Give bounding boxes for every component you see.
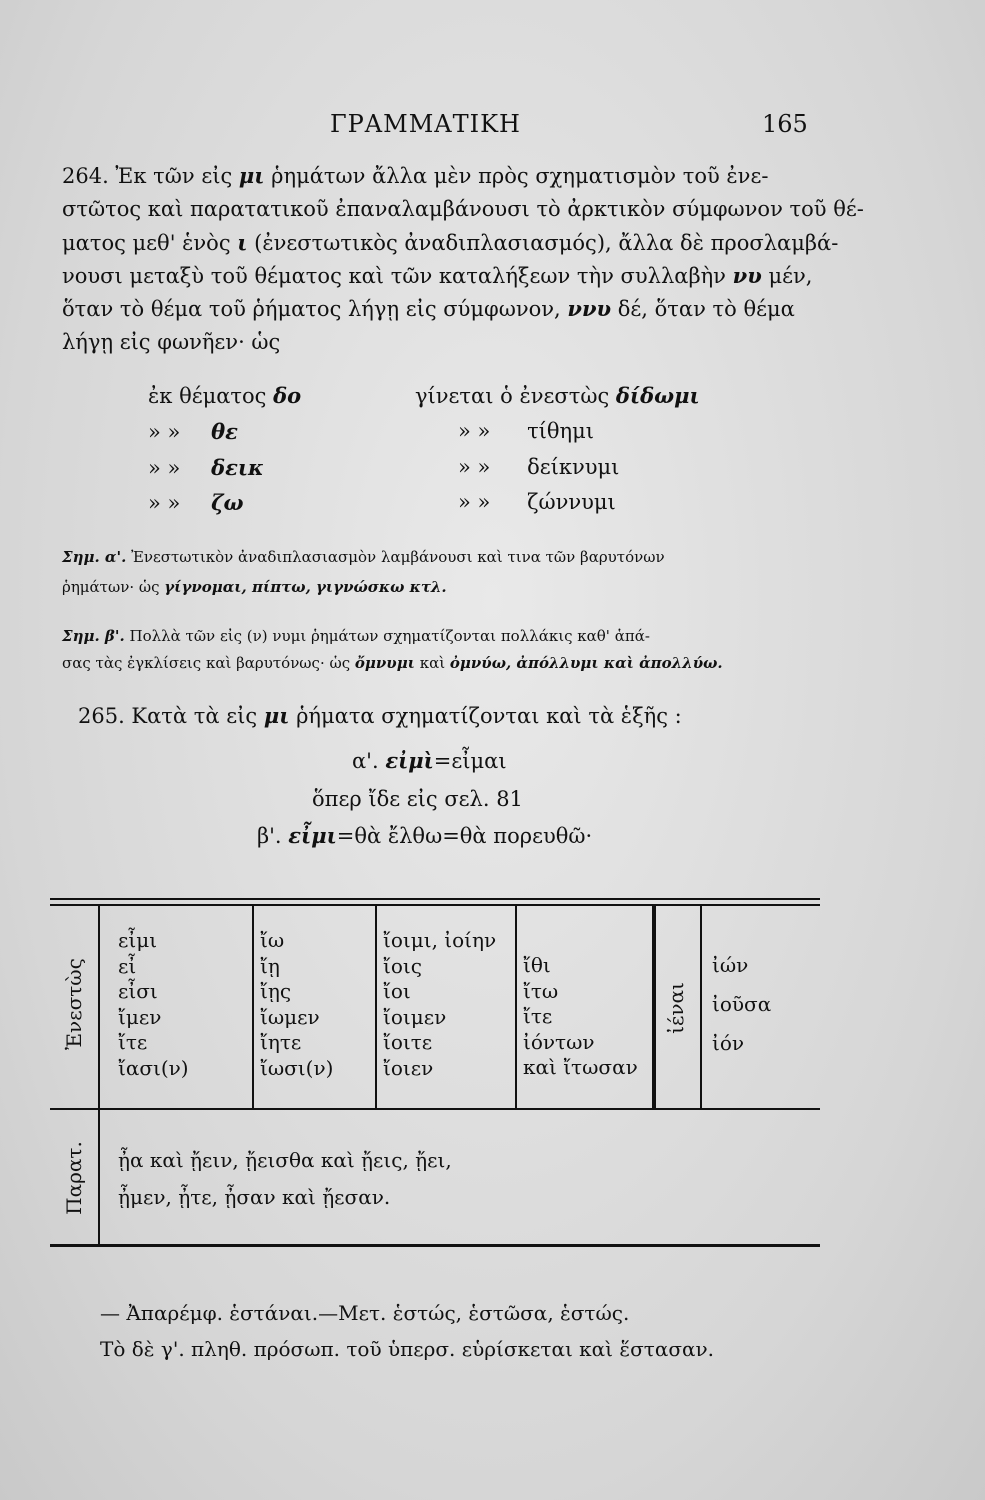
note-a-line-1: Σημ. α'. Ἐνεστωτικὸν ἀναδιπλασιασμὸν λαμβάνουσι καὶ τινα τῶν βαρυτόνων bbox=[62, 548, 665, 566]
label-column-divider bbox=[98, 906, 100, 1244]
table-top-rule bbox=[50, 898, 820, 900]
note-b-line-2: σας τὰς ἐγκλίσεις καὶ βαρυτόνως· ὡς ὄμνυμι καὶ ὀμνύω, ἀπόλλυμι καὶ ἀπολλύω. bbox=[62, 654, 723, 672]
conjugation-table bbox=[50, 898, 820, 1248]
paragraph-264-line-3: ματος μεθ' ἑνὸς ι (ἐνεστωτικὸς ἀναδιπλασιασμός), ἄλλα δὲ προσλαμβά- bbox=[62, 230, 839, 255]
footer-line-2: Τὸ δὲ γ'. πληθ. πρόσωπ. τοῦ ὑπερσ. εὑρίσκεται καὶ ἕστασαν. bbox=[100, 1337, 715, 1361]
footer-line-1: — Ἀπαρέμφ. ἑστάναι.—Μετ. ἑστώς, ἑστῶσα, ἑστώς. bbox=[100, 1301, 630, 1325]
example-row-1-right: γίνεται ὁ ἐνεστὼς δίδωμι bbox=[415, 383, 700, 408]
infinitive-label: ἰέναι bbox=[664, 982, 688, 1034]
heading-a-eimi: α'. εἰμὶ=εἶμαι bbox=[352, 748, 507, 773]
column-divider-1 bbox=[252, 906, 254, 1108]
example-row-1-left: ἐκ θέματος δο bbox=[148, 383, 302, 408]
example-row-2-left: » » θε bbox=[148, 419, 238, 444]
column-divider-4 bbox=[652, 906, 656, 1108]
paragraph-264-line-5: ὅταν τὸ θέμα τοῦ ῥήματος λήγῃ εἰς σύμφωνον, ννυ δέ, ὅταν τὸ θέμα bbox=[62, 296, 795, 321]
label-imperfect: Παρατ. bbox=[62, 1141, 86, 1215]
example-row-3-left: » » δεικ bbox=[148, 455, 264, 480]
present-imperative-column: ἴθι ἴτω ἴτε ἰόντων καὶ ἴτωσαν bbox=[523, 953, 638, 1079]
see-page-reference: ὅπερ ἴδε εἰς σελ. 81 bbox=[312, 787, 523, 811]
table-bottom-rule bbox=[50, 1244, 820, 1247]
column-divider-5 bbox=[700, 906, 702, 1108]
label-present: Ἐνεστὼς bbox=[62, 958, 86, 1050]
paragraph-264-line-1: 264. Ἐκ τῶν εἰς μι ῥημάτων ἄλλα μὲν πρὸς σχηματισμὸν τοῦ ἐνε- bbox=[62, 163, 769, 188]
example-row-3-right: » » δείκνυμι bbox=[458, 455, 620, 479]
paragraph-265: 265. Κατὰ τὰ εἰς μι ῥήματα σχηματίζονται καὶ τὰ ἑξῆς : bbox=[78, 703, 682, 728]
present-indicative-column: εἶμι εἶ εἶσι ἴμεν ἴτε ἴασι(ν) bbox=[118, 928, 189, 1080]
column-divider-3 bbox=[515, 906, 517, 1108]
example-row-2-right: » » τίθημι bbox=[458, 419, 595, 443]
running-title: ΓΡΑΜΜΑΤΙΚΗ bbox=[330, 110, 521, 138]
paragraph-264-line-4: νουσι μεταξὺ τοῦ θέματος καὶ τῶν καταλήξεων τὴν συλλαβὴν νυ μέν, bbox=[62, 263, 813, 288]
page-number: 165 bbox=[762, 110, 808, 138]
imperfect-forms: ᾖα καὶ ᾔειν, ᾔεισθα καὶ ᾔεις, ᾔει, ᾖμεν, ᾖτε, ᾖσαν καὶ ᾔεσαν. bbox=[118, 1148, 452, 1209]
note-b-line-1: Σημ. β'. Πολλὰ τῶν εἰς (ν) νυμι ῥημάτων σχηματίζονται πολλάκις καθ' ἁπά- bbox=[62, 627, 650, 645]
heading-b-eimi: β'. εἶμι=θὰ ἔλθω=θὰ πορευθῶ· bbox=[257, 823, 593, 848]
present-subjunctive-column: ἴω ἴῃ ἴῃς ἴωμεν ἴητε ἴωσι(ν) bbox=[260, 928, 334, 1080]
example-row-4-left: » » ζω bbox=[148, 490, 244, 515]
example-row-4-right: » » ζώννυμι bbox=[458, 490, 616, 514]
column-divider-2 bbox=[375, 906, 377, 1108]
participle-column: ἰών ἰοῦσα ἰόν bbox=[712, 953, 772, 1055]
paragraph-264-line-2: στῶτος καὶ παρατατικοῦ ἐπαναλαμβάνουσι τὸ ἀρκτικὸν σύμφωνον τοῦ θέ- bbox=[62, 197, 864, 221]
note-a-line-2: ῥημάτων· ὡς γίγνομαι, πίπτω, γιγνώσκω κτλ. bbox=[62, 578, 447, 596]
paragraph-264-line-6: λήγῃ εἰς φωνῆεν· ὡς bbox=[62, 330, 281, 354]
table-middle-rule bbox=[50, 1108, 820, 1110]
table-top-rule-2 bbox=[50, 904, 820, 906]
present-optative-column: ἴοιμι, ἰοίην ἴοις ἴοι ἴοιμεν ἴοιτε ἴοιεν bbox=[383, 928, 497, 1080]
